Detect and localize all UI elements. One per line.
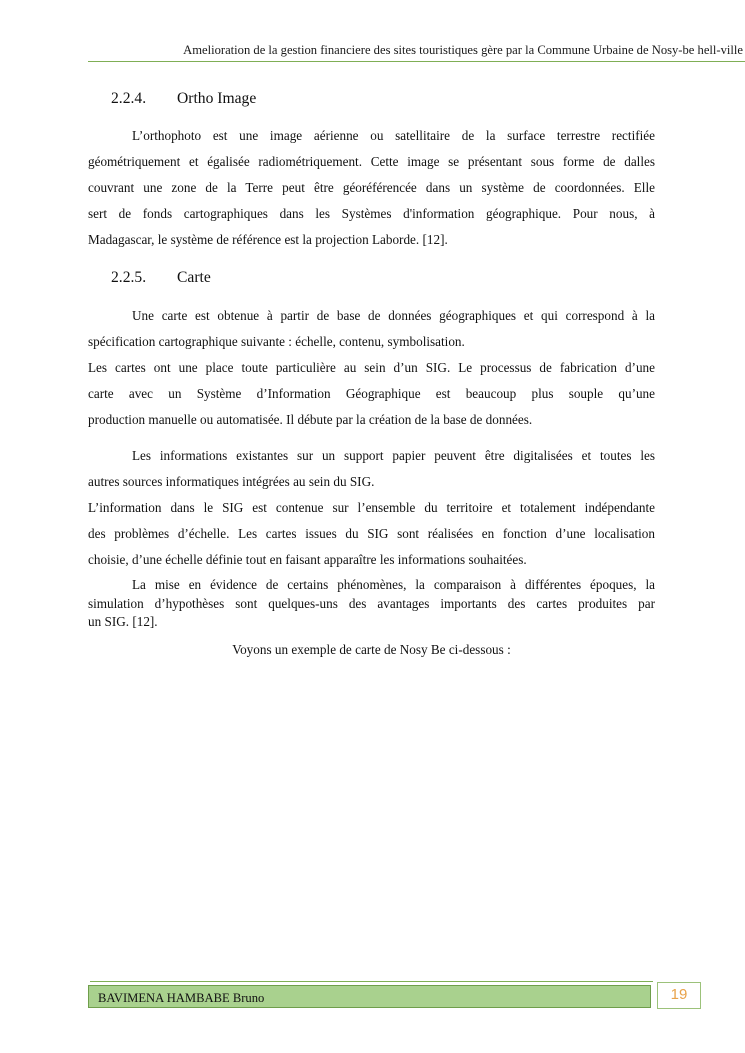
text-line: L’information dans le SIG est contenue sur l’ensemble du territoire et totalement indépendante (88, 500, 655, 515)
text-line: géométriquement et égalisée radiométriquement. Cette image se présentant sous forme de dalles (88, 154, 655, 169)
paragraph-ortho-image (88, 123, 655, 253)
text-line: couvrant une zone de la Terre peut être géoréférencée dans un système de coordonnées. Elle (88, 180, 655, 195)
footer-rule (90, 981, 653, 982)
text-line: sert de fonds cartographiques dans les Systèmes d'information géographique. Pour nous, à (88, 206, 655, 221)
section-heading-ortho-image (111, 89, 256, 109)
text-line: un SIG. [12]. (88, 614, 158, 629)
text-line: La mise en évidence de certains phénomènes, la comparaison à différentes époques, la (132, 577, 655, 592)
text-line: simulation d’hypothèses sont quelques-uns des avantages importants des cartes produites par (88, 595, 655, 611)
section-title: Ortho Image (177, 90, 257, 107)
text-line: production manuelle ou automatisée. Il débute par la création de la base de données. (88, 412, 533, 427)
text-line: spécification cartographique suivante : échelle, contenu, symbolisation. (88, 334, 465, 349)
section-heading-carte (111, 268, 211, 288)
paragraph-carte-2 (88, 443, 655, 573)
text-line: Madagascar, le système de référence est la projection Laborde. [12]. (88, 232, 448, 247)
text-line: des problèmes d’échelle. Les cartes issues du SIG sont réalisées en fonction d’une localisation (88, 526, 655, 541)
header-rule (88, 61, 745, 62)
paragraph-carte-1 (88, 303, 655, 433)
page-number: 19 (670, 986, 688, 1003)
text-line: carte avec un Système d’Information Géographique est beaucoup plus souple qu’une (88, 386, 655, 401)
page-header: Amelioration de la gestion financiere des sites touristiques gère par la Commune Urbaine de Nosy-be hell-ville (183, 43, 743, 57)
section-number: 2.2.4. (111, 90, 147, 107)
text-line: choisie, d’une échelle définie tout en faisant apparaître les informations souhaitées. (88, 552, 527, 567)
text-line: autres sources informatiques intégrées au sein du SIG. (88, 474, 375, 489)
text-line: Une carte est obtenue à partir de base de données géographiques et qui correspond à la (132, 308, 655, 323)
figure-intro-caption: Voyons un exemple de carte de Nosy Be ci-dessous : (232, 642, 511, 657)
section-title: Carte (177, 269, 211, 286)
paragraph-carte-3 (88, 576, 655, 632)
text-line: Les informations existantes sur un support papier peuvent être digitalisées et toutes les (132, 448, 655, 463)
section-number: 2.2.5. (111, 269, 147, 286)
text-line: Les cartes ont une place toute particulière au sein d’un SIG. Le processus de fabrication d’une (88, 360, 655, 375)
footer-author: BAVIMENA HAMBABE Bruno (98, 991, 265, 1005)
text-line: L’orthophoto est une image aérienne ou satellitaire de la surface terrestre rectifiée (132, 128, 655, 143)
